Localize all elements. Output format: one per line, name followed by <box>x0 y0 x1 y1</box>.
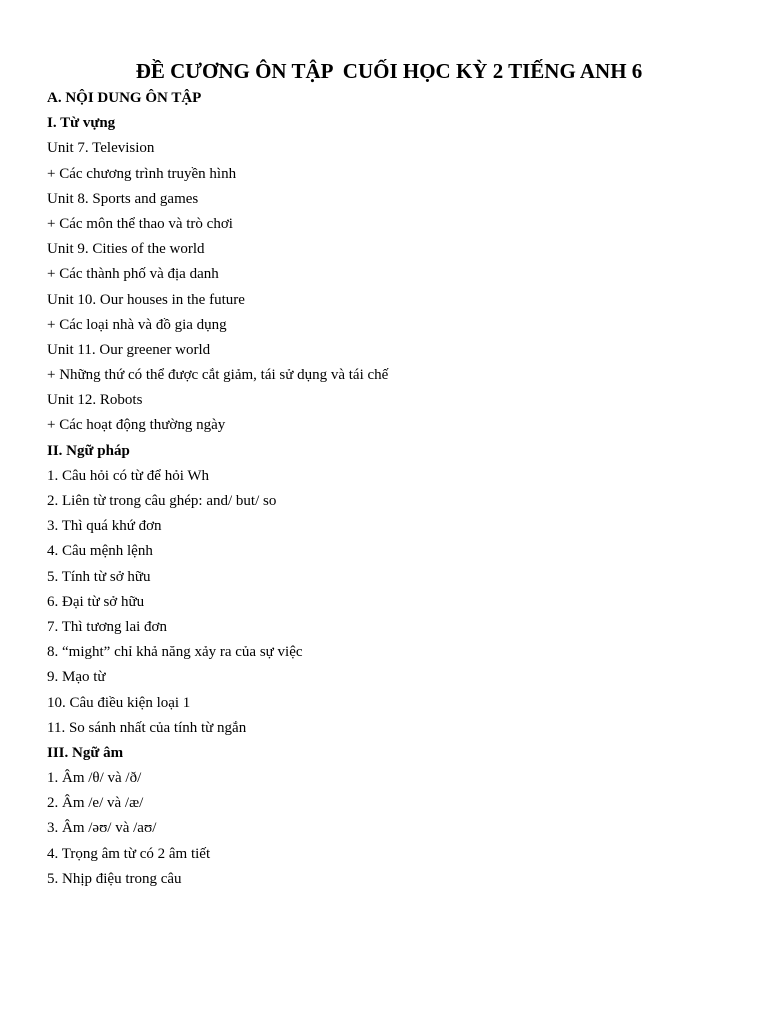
body-line: Unit 11. Our greener world <box>47 341 211 358</box>
body-line: 1. Câu hỏi có từ để hỏi Wh <box>47 467 209 484</box>
body-line: 1. Âm /θ/ và /ð/ <box>47 770 142 787</box>
body-line: 5. Tính từ sở hữu <box>47 568 151 585</box>
section-heading: II. Ngữ pháp <box>47 442 130 459</box>
body-line: + Những thứ có thể được cắt giảm, tái sử dụng và tái chế <box>47 367 389 384</box>
body-line: Unit 8. Sports and games <box>47 190 199 207</box>
body-line: Unit 7. Television <box>47 140 155 157</box>
body-line: Unit 12. Robots <box>47 392 143 409</box>
body-line: Unit 10. Our houses in the future <box>47 291 245 308</box>
body-line: 3. Âm /əʊ/ và /aʊ/ <box>47 820 157 837</box>
body-line: + Các thành phố và địa danh <box>47 266 219 283</box>
document-title: ĐỀ CƯƠNG ÔN TẬP CUỐI HỌC KỲ 2 TIẾNG ANH 6 <box>135 59 643 83</box>
body-line: 4. Trọng âm từ có 2 âm tiết <box>47 845 211 862</box>
body-line: 2. Liên từ trong câu ghép: and/ but/ so <box>47 493 277 509</box>
body-line: 4. Câu mệnh lệnh <box>47 543 153 560</box>
body-line: 3. Thì quá khứ đơn <box>47 518 162 535</box>
body-line: + Các môn thể thao và trò chơi <box>47 215 233 232</box>
body-line: 2. Âm /e/ và /æ/ <box>47 795 144 812</box>
body-line: + Các loại nhà và đồ gia dụng <box>47 316 227 333</box>
document-body <box>47 86 747 892</box>
body-line: 9. Mạo từ <box>47 669 106 686</box>
body-line: + Các hoạt động thường ngày <box>47 417 226 434</box>
body-line: 10. Câu điều kiện loại 1 <box>47 694 191 711</box>
section-heading: III. Ngữ âm <box>47 744 124 761</box>
body-line: Unit 9. Cities of the world <box>47 241 205 258</box>
body-line: 8. “might” chỉ khả năng xảy ra của sự việc <box>47 644 303 661</box>
body-line: 5. Nhịp điệu trong câu <box>47 870 182 887</box>
body-line: 6. Đại từ sở hữu <box>47 593 145 610</box>
body-line: 11. So sánh nhất của tính từ ngắn <box>47 719 247 736</box>
section-heading: I. Từ vựng <box>47 115 116 132</box>
body-line: + Các chương trình truyền hình <box>47 165 237 182</box>
body-line: 7. Thì tương lai đơn <box>47 618 167 635</box>
section-heading: A. NỘI DUNG ÔN TẬP <box>47 90 202 106</box>
